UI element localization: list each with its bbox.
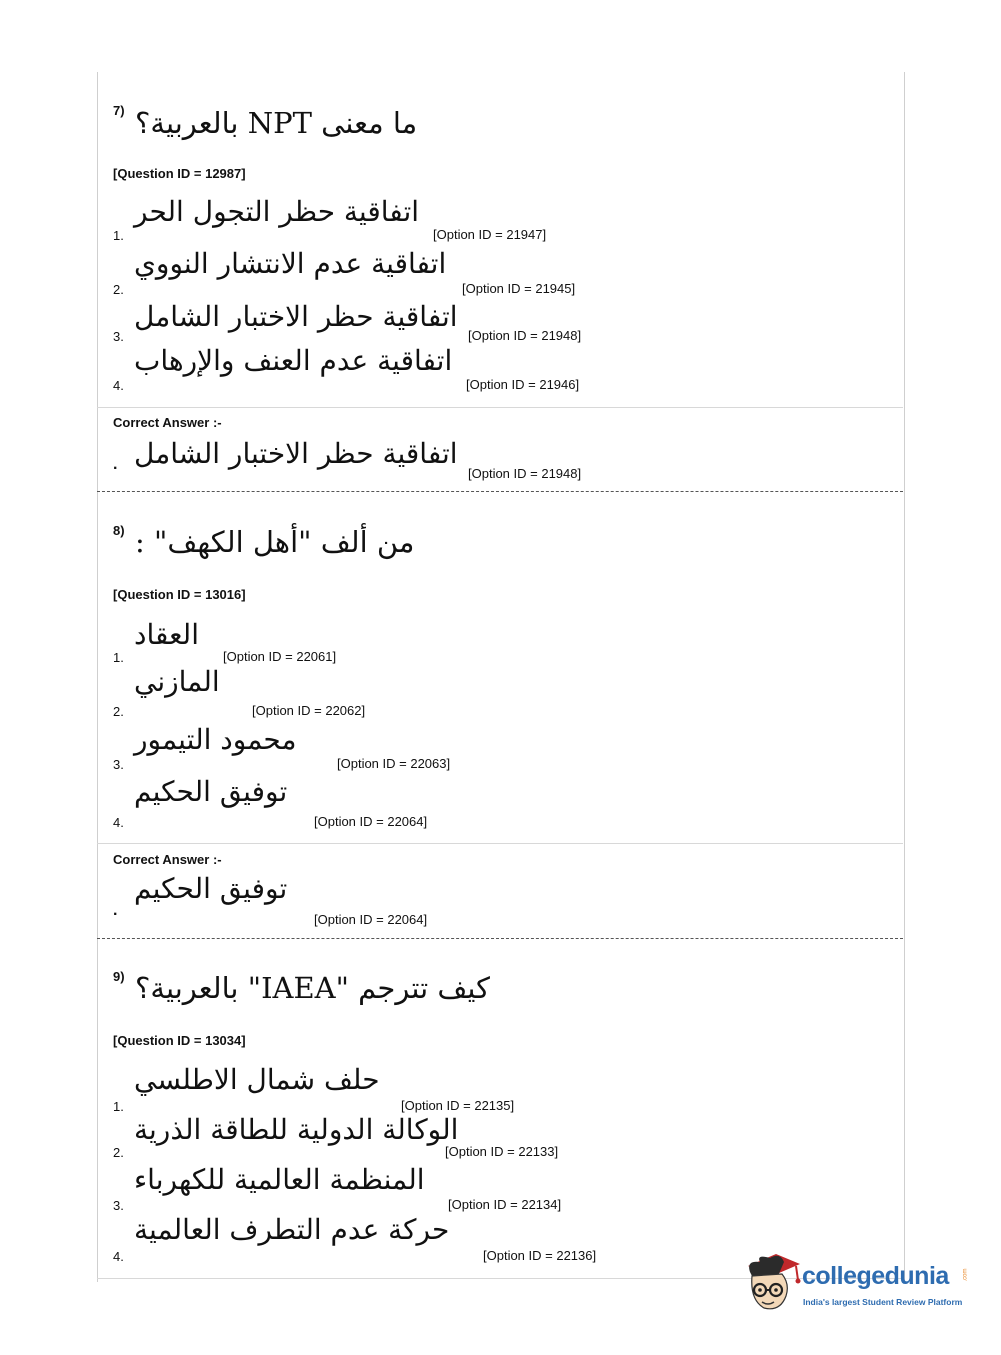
question-id: [Question ID = 13034] bbox=[113, 1033, 246, 1048]
option-id: [Option ID = 22061] bbox=[223, 649, 337, 664]
question-text: من ألف "أهل الكهف" : bbox=[135, 525, 415, 559]
question-number: 9) bbox=[113, 969, 125, 984]
option-number: 3. bbox=[113, 757, 124, 772]
question-text: كيف تترجم "IAEA" بالعربية؟ bbox=[135, 971, 490, 1005]
option-text: محمود التيمور bbox=[134, 723, 297, 756]
option-text: العقاد bbox=[134, 618, 199, 651]
option-id: [Option ID = 21945] bbox=[462, 281, 576, 296]
option-text: حركة عدم التطرف العالمية bbox=[134, 1213, 450, 1246]
option-number: 2. bbox=[113, 282, 124, 297]
question-divider bbox=[97, 491, 903, 492]
option-id: [Option ID = 21947] bbox=[433, 227, 547, 242]
option-number: 3. bbox=[113, 1198, 124, 1213]
correct-answer-id: [Option ID = 22064] bbox=[314, 912, 428, 927]
option-text: اتفاقية عدم العنف والإرهاب bbox=[134, 344, 453, 377]
option-id: [Option ID = 22064] bbox=[314, 814, 428, 829]
mascot-icon bbox=[742, 1250, 802, 1316]
question-number: 7) bbox=[113, 103, 125, 118]
option-text: المنظمة العالمية للكهرباء bbox=[134, 1163, 425, 1196]
collegedunia-logo bbox=[742, 1250, 972, 1320]
option-text: حلف شمال الاطلسي bbox=[134, 1063, 380, 1096]
option-text: المازني bbox=[134, 665, 220, 698]
option-number: 4. bbox=[113, 1249, 124, 1264]
option-id: [Option ID = 22133] bbox=[445, 1144, 559, 1159]
logo-wordmark: collegedunia bbox=[802, 1262, 949, 1290]
option-id: [Option ID = 21948] bbox=[468, 328, 582, 343]
correct-answer-label: Correct Answer :- bbox=[113, 415, 222, 430]
option-number: 4. bbox=[113, 378, 124, 393]
divider bbox=[97, 843, 903, 844]
question-id: [Question ID = 13016] bbox=[113, 587, 246, 602]
option-id: [Option ID = 21946] bbox=[466, 377, 580, 392]
option-text: الوكالة الدولية للطاقة الذرية bbox=[134, 1113, 459, 1146]
option-id: [Option ID = 22062] bbox=[252, 703, 366, 718]
option-id: [Option ID = 22063] bbox=[337, 756, 451, 771]
option-number: 3. bbox=[113, 329, 124, 344]
correct-answer-label: Correct Answer :- bbox=[113, 852, 222, 867]
question-number: 8) bbox=[113, 523, 125, 538]
answer-marker: . bbox=[113, 456, 118, 473]
option-text: اتفاقية حظر الاختبار الشامل bbox=[134, 300, 458, 333]
question-text: ما معنى NPT بالعربية؟ bbox=[135, 106, 418, 140]
option-text: اتفاقية عدم الانتشار النووي bbox=[134, 247, 447, 280]
option-number: 1. bbox=[113, 650, 124, 665]
option-id: [Option ID = 22135] bbox=[401, 1098, 515, 1113]
option-number: 1. bbox=[113, 228, 124, 243]
correct-answer-text: توفيق الحكيم bbox=[134, 872, 288, 905]
option-id: [Option ID = 22134] bbox=[448, 1197, 562, 1212]
divider bbox=[97, 407, 903, 408]
question-id: [Question ID = 12987] bbox=[113, 166, 246, 181]
correct-answer-text: اتفاقية حظر الاختبار الشامل bbox=[134, 437, 458, 470]
option-number: 2. bbox=[113, 1145, 124, 1160]
option-text: توفيق الحكيم bbox=[134, 775, 288, 808]
option-text: اتفاقية حظر التجول الحر bbox=[134, 195, 420, 228]
correct-answer-id: [Option ID = 21948] bbox=[468, 466, 582, 481]
logo-tagline: India's largest Student Review Platform bbox=[803, 1297, 963, 1307]
option-number: 2. bbox=[113, 704, 124, 719]
answer-marker: . bbox=[113, 902, 118, 919]
logo-suffix: .com bbox=[962, 1268, 969, 1282]
option-id: [Option ID = 22136] bbox=[483, 1248, 597, 1263]
option-number: 4. bbox=[113, 815, 124, 830]
option-number: 1. bbox=[113, 1099, 124, 1114]
question-divider bbox=[97, 938, 903, 939]
